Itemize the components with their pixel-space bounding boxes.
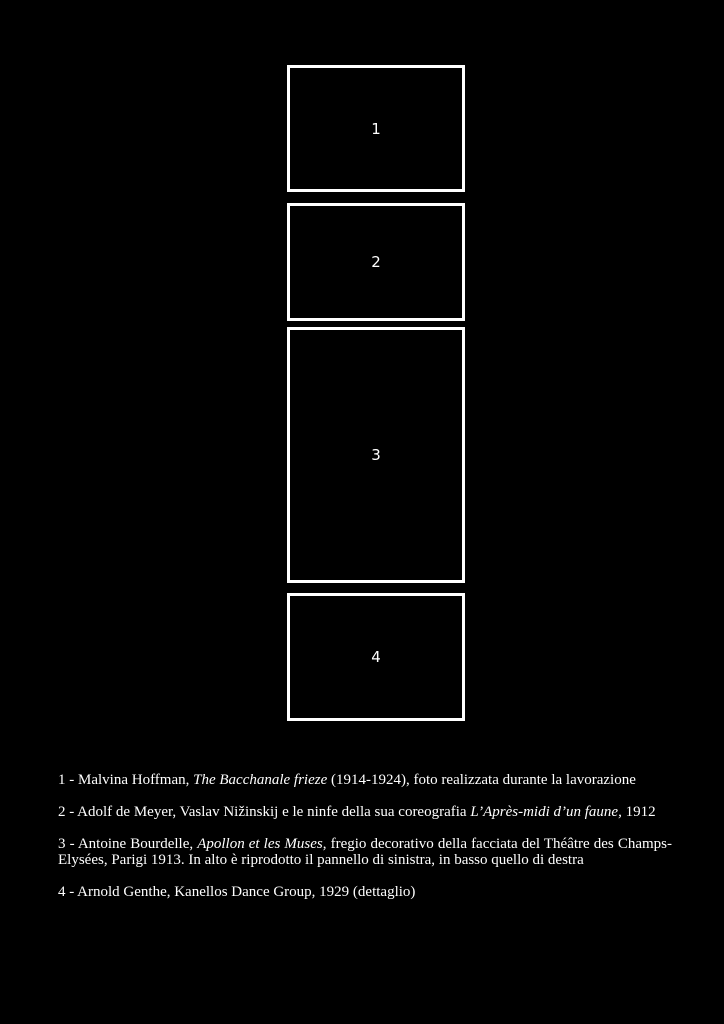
caption-3 — [58, 836, 672, 868]
caption-1 — [58, 772, 672, 788]
caption-list — [58, 772, 672, 916]
image-placeholder-2 — [287, 203, 465, 321]
image-placeholder-1 — [287, 65, 465, 192]
caption-2 — [58, 804, 672, 820]
image-number-1: 1 — [371, 119, 381, 138]
caption-1-title: The Bacchanale frieze — [193, 772, 328, 788]
caption-4-prefix: 4 - Arnold Genthe, Kanellos Dance Group, 1929 (dettaglio) — [58, 884, 416, 900]
caption-1-prefix: 1 - Malvina Hoffman, — [58, 772, 194, 788]
caption-2-prefix: 2 - Adolf de Meyer, Vaslav Nižinskij e le ninfe della sua coreografia — [58, 804, 471, 820]
image-placeholder-4 — [287, 593, 465, 721]
caption-1-suffix: (1914-1924), foto realizzata durante la lavorazione — [327, 772, 636, 788]
caption-3-prefix: 3 - Antoine Bourdelle, — [58, 836, 198, 852]
image-number-2: 2 — [371, 253, 381, 271]
image-number-4: 4 — [371, 648, 381, 666]
caption-3-title: Apollon et les Muses — [197, 836, 323, 852]
image-number-3: 3 — [371, 446, 381, 464]
caption-2-title: L’Après-midi d’un faune, — [470, 804, 622, 820]
caption-4 — [58, 884, 672, 900]
image-placeholder-3 — [287, 327, 465, 583]
caption-2-suffix: 1912 — [621, 804, 656, 820]
caption-3-suffix: , fregio decorativo della facciata del Théâtre des Champs-Elysées, Parigi 1913. In alto è riprodotto il pannello di sinistra, in basso quello di destra — [58, 836, 672, 868]
